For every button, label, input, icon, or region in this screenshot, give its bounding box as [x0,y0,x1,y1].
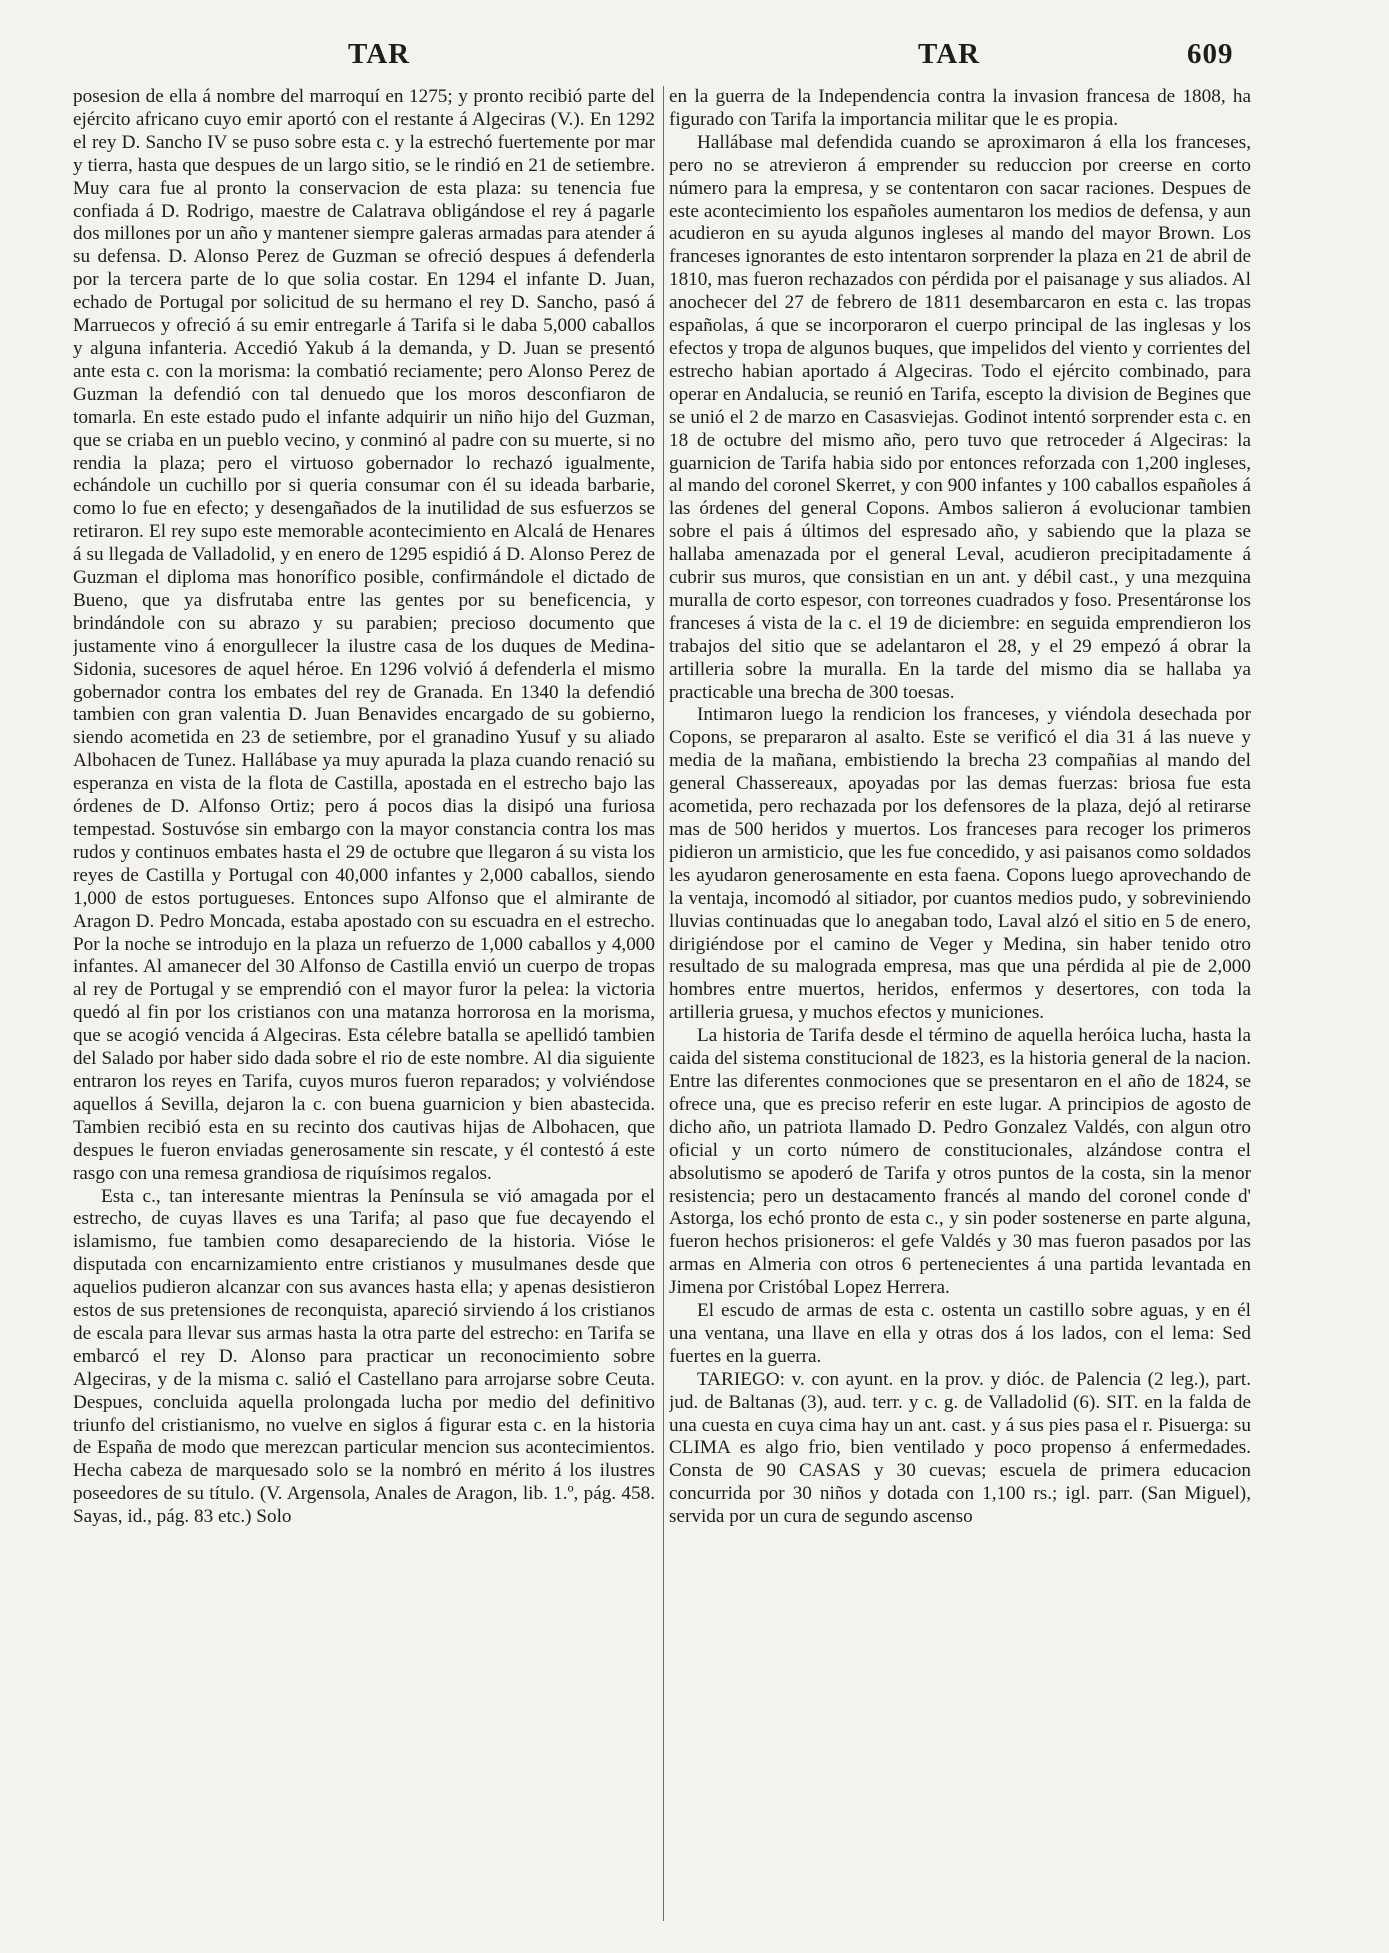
paragraph: Esta c., tan interesante mientras la Península se vió amagada por el estrecho, de cuyas llaves es una Tarifa; al paso que fue decayendo el islamismo, fue tambien como desapareciendo de la historia. Vióse le disputada con encarnizamiento entre cristianos y musulmanes desde que aquelios pudieron alcanzar con sus avances hasta ella; y apenas desistieron estos de sus pretensiones de reconquista, apareció sirviendo á los cristianos de escala para llevar sus armas hasta la otra parte del estrecho: en Tarifa se embarcó el rey D. Alonso para practicar un reconocimiento sobre Algeciras, y de la misma c. salió el Castellano para arrojarse sobre Ceuta. Despues, concluida aquella prolongada lucha por medio del definitivo triunfo del cristianismo, no vuelve en siglos á figurar esta c. en la historia de España de modo que merezcan particular mencion sus acontecimientos. Hecha cabeza de marquesado solo se la nombró en mérito á los ilustres poseedores de su título. (V. Argensola, Anales de Aragon, lib. 1.º, pág. 458. Sayas, id., pág. 83 etc.) Solo [73,1185,655,1528]
paragraph: en la guerra de la Independencia contra la invasion francesa de 1808, ha figurado con Tarifa la importancia militar que le es propia. [669,86,1251,130]
right-column [669,86,1251,1926]
paragraph: El escudo de armas de esta c. ostenta un castillo sobre aguas, y en él una ventana, una llave en ella y otras dos á los lados, con el lema: Sed fuertes en la guerra. [669,1300,1251,1367]
paragraph: TARIEGO: v. con ayunt. en la prov. y dióc. de Palencia (2 leg.), part. jud. de Baltanas (3), aud. terr. y c. g. de Valladolid (6). SIT. en la falda de una cuesta en cuya cima hay un ant. cast. y á sus pies pasa el r. Pisuerga: su CLIMA es algo frio, bien ventilado y poco propenso á enfermedades. Consta de 90 CASAS y 30 cuevas; escuela de primera educacion concurrida por 30 niños y dotada con 1,100 rs.; igl. parr. (San Miguel), servida por un cura de segundo ascenso [669,1368,1251,1528]
paragraph: Intimaron luego la rendicion los franceses, y viéndola desechada por Copons, se prepararon al asalto. Este se verificó el dia 31 á las nueve y media de la mañana, embistiendo la brecha 23 compañias al mando del general Chassereaux, apoyadas por las demas fuerzas: briosa fue esta acometida, pero rechazada por los defensores de la plaza, dejó al retirarse mas de 500 heridos y muertos. Los franceses para recoger los primeros pidieron un armisticio, que les fue concedido, y asi paisanos como soldados les ayudaron generosamente en esta faena. Copons luego aprovechando de la ventaja, incomodó al sitiador, por cuantos medios pudo, y sobreviniendo lluvias continuadas que lo anegaban todo, Laval alzó el sitio en 5 de enero, dirigiéndose por el camino de Veger y Medina, sin haber tenido otro resultado de su malograda empresa, mas que una pérdida al pie de 2,000 hombres entre muertos, heridos, enfermos y desertores, con toda la artilleria gruesa, y muchos efectos y municiones. [669,704,1251,1024]
column-divider [663,86,664,1921]
paragraph: La historia de Tarifa desde el término de aquella heróica lucha, hasta la caida del sistema constitucional de 1823, es la historia general de la nacion. Entre las diferentes conmociones que se presentaron en el año de 1824, se ofrece una, que es preciso referir en este lugar. A principios de agosto de dicho año, un patriota llamado D. Pedro Gonzalez Valdés, con algun otro oficial y un corto número de constitucionales, alzándose contra el absolutismo se apoderó de Tarifa y otros puntos de la costa, sin la menor resistencia; pero un destacamento francés al mando del coronel conde d' Astorga, los echó pronto de esta c., y sin poder sostenerse en parte alguna, fueron hechos prisioneros: el gefe Valdés y 30 mas fueron pasados por las armas en Almeria con otros 6 pertenecientes á una partida levantada en Jimena por Cristóbal Lopez Herrera. [669,1025,1251,1299]
paragraph: posesion de ella á nombre del marroquí en 1275; y pronto recibió parte del ejército africano cuyo emir aportó con el restante á Algeciras (V.). En 1292 el rey D. Sancho IV se puso sobre esta c. y la estrechó fuertemente por mar y tierra, hasta que despues de un largo sitio, se le rindió en 21 de setiembre. Muy cara fue al pronto la conservacion de esta plaza: su tenencia fue confiada á D. Rodrigo, maestre de Calatrava obligándose el rey á pagarle dos millones por un año y mantener siempre galeras armadas para atender á su defensa. D. Alonso Perez de Guzman se ofreció despues á defenderla por la tercera parte de lo que solia costar. En 1294 el infante D. Juan, echado de Portugal por solicitud de su hermano el rey D. Sancho, pasó á Marruecos y ofreció á su emir entregarle á Tarifa si le daba 5,000 caballos y alguna infanteria. Accedió Yakub á la demanda, y D. Juan se presentó ante esta c. con la morisma: la combatió reciamente; pero Alonso Perez de Guzman la defendió con tal denuedo que los moros desconfiaron de tomarla. En este estado pudo el infante adquirir un niño hijo del Guzman, que se criaba en un pueblo vecino, y conminó al padre con su muerte, si no rendia la plaza; pero el virtuoso gobernador lo rechazó igualmente, echándole un cuchillo por si queria consumar con él su ideada barbarie, como lo fue en efecto; y desengañados de la inutilidad de sus esfuerzos se retiraron. El rey supo este memorable acontecimiento en Alcalá de Henares á su llegada de Valladolid, y en enero de 1295 espidió á D. Alonso Perez de Guzman el diploma mas honorífico posible, confirmándole el dictado de Bueno, que ya disfrutaba entre las gentes por su beneficencia, y brindándole con su abrazo y su parabien; precioso documento que justamente vino á enorgullecer la ilustre casa de los duques de Medina-Sidonia, sucesores de aquel héroe. En 1296 volvió á defenderla el mismo gobernador contra los embates del rey de Granada. En 1340 la defendió tambien con gran valentia D. Juan Benavides encargado de su gobierno, siendo acometida en 23 de setiembre, por el granadino Yusuf y su aliado Albohacen de Tunez. Hallábase ya muy apurada la plaza cuando renació su esperanza en vista de la flota de Castilla, apostada en el estrecho bajo las órdenes de D. Alfonso Ortiz; pero á pocos dias la disipó una furiosa tempestad. Sostuvóse sin embargo con la mayor constancia contra los mas rudos y continuos embates hasta el 29 de octubre que llegaron á su vista los reyes de Castilla y Portugal con 40,000 infantes y 2,000 caballos, siendo 1,000 de estos portugueses. Entonces supo Alfonso que el almirante de Aragon D. Pedro Moncada, estaba apostado con su escuadra en el estrecho. Por la noche se introdujo en la plaza un refuerzo de 1,000 caballos y 4,000 infantes. Al amanecer del 30 Alfonso de Castilla envió un cuerpo de tropas al rey de Portugal y se emprendió con el mayor furor la pelea: la victoria quedó al fin por los cristianos con una matanza horrorosa en la morisma, que se acogió vencida á Algeciras. Esta célebre batalla se apellidó tambien del Salado por haber sido dada sobre el rio de este nombre. Al dia siguiente entraron los reyes en Tarifa, cuyos muros fueron reparados; y volviéndose aquellos á Sevilla, dejaron la c. con buena guarnicion y bien abastecida. Tambien recibió esta en su recinto dos cautivas hijas de Albohacen, que despues le fueron enviadas generosamente sin rescate, y él contestó á este rasgo con una remesa grandiosa de riquísimos regalos. [73,86,655,1184]
running-head-center: TAR [918,38,981,70]
left-column [73,86,655,1926]
running-head-left: TAR [348,38,411,70]
paragraph: Hallábase mal defendida cuando se aproximaron á ella los franceses, pero no se atrevieron á emprender su reduccion por creerse en corto número para la empresa, y se contentaron con sacar raciones. Despues de este acontecimiento los españoles aumentaron los medios de defensa, y aun acudieron en su ayuda algunos ingleses al mando del mayor Brown. Los franceses ignorantes de esto intentaron sorprender la plaza en 21 de abril de 1810, mas fueron rechazados con pérdida por el paisanage y sus aliados. Al anochecer del 27 de febrero de 1811 desembarcaron en esta c. las tropas españolas, á que se incorporaron el cuerpo principal de las inglesas y los efectos y tropa de algunos buques, que impelidos del viento y corrientes del estrecho habian aportado á Algeciras. Todo el ejército combinado, para operar en Andalucia, se reunió en Tarifa, escepto la division de Begines que se unió el 2 de marzo en Casasviejas. Godinot intentó sorprender esta c. en 18 de octubre del mismo año, pero tuvo que retroceder á Algeciras: la guarnicion de Tarifa habia sido por entonces reforzada con 1,200 ingleses, al mando del coronel Skerret, y con 900 infantes y 100 caballos españoles á las órdenes del general Copons. Ambos salieron á evolucionar tambien sobre el pais á últimos del espresado año, y sabiendo que la plaza se hallaba amenazada por el general Leval, acudieron precipitadamente á cubrir sus muros, que consistian en un ant. y débil cast., y una mezquina muralla de corto espesor, con torreones cuadrados y foso. Presentáronse los franceses á vista de la c. el 19 de diciembre: en seguida emprendieron los trabajos del sitio que se adelantaron el 28, y el 29 empezó á obrar la artilleria sobre la muralla. En la tarde del mismo dia se hallaba ya practicable una brecha de 300 toesas. [669,131,1251,703]
page-number: 609 [1187,38,1234,70]
